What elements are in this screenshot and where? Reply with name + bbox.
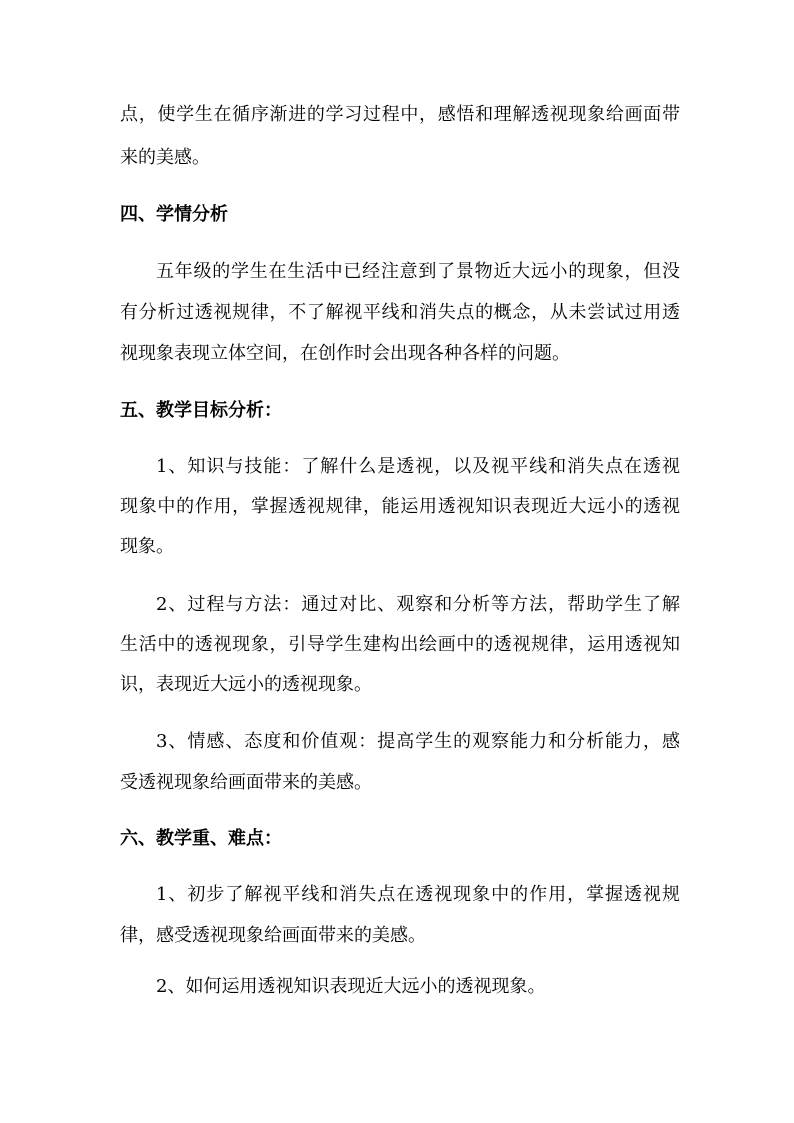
paragraph-line: 3、情感、态度和价值观：提高学生的观察能力和分析能力，感 — [156, 731, 680, 752]
paragraph-line: 1、初步了解视平线和消失点在透视现象中的作用，掌握透视规 — [156, 884, 680, 905]
paragraph-line: 识，表现近大远小的透视现象。 — [120, 674, 372, 695]
paragraph-line: 2、过程与方法：通过对比、观察和分析等方法，帮助学生了解 — [156, 594, 680, 615]
paragraph-line: 受透视现象给画面带来的美感。 — [120, 772, 372, 793]
paragraph-line: 点，使学生在循序渐进的学习过程中，感悟和理解透视现象给画面带 — [120, 104, 680, 125]
paragraph-line: 现象中的作用，掌握透视规律，能运用透视知识表现近大远小的透视 — [120, 496, 680, 517]
paragraph-line: 律，感受透视现象给画面带来的美感。 — [120, 925, 426, 946]
paragraph-line: 来的美感。 — [120, 147, 210, 168]
section-heading: 五、教学目标分析： — [120, 400, 282, 421]
paragraph-line: 五年级的学生在生活中已经注意到了景物近大远小的现象，但没 — [156, 261, 680, 282]
paragraph-line: 2、如何运用透视知识表现近大远小的透视现象。 — [156, 976, 546, 997]
paragraph-line: 视现象表现立体空间，在创作时会出现各种各样的问题。 — [120, 343, 570, 364]
paragraph-line: 1、知识与技能：了解什么是透视，以及视平线和消失点在透视 — [156, 456, 680, 477]
paragraph-line: 现象。 — [120, 536, 174, 557]
section-heading: 六、教学重、难点： — [120, 828, 282, 849]
paragraph-line: 有分析过透视规律，不了解视平线和消失点的概念，从未尝试过用透 — [120, 302, 680, 323]
paragraph-line: 生活中的透视现象，引导学生建构出绘画中的透视规律，运用透视知 — [120, 634, 680, 655]
section-heading: 四、学情分析 — [120, 204, 228, 225]
